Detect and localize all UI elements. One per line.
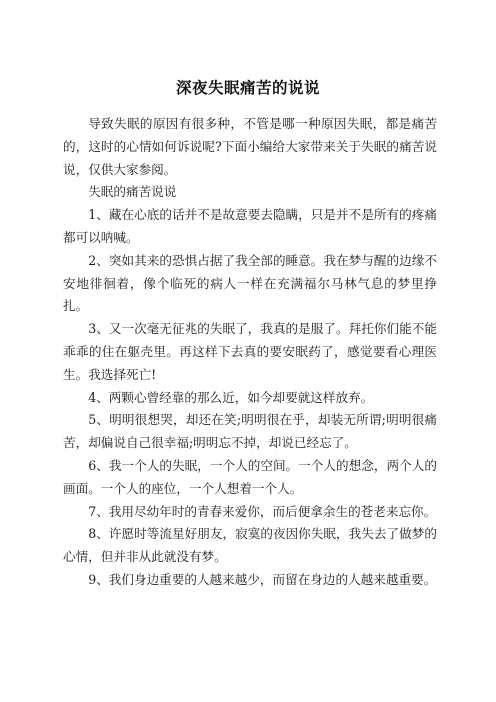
quote-item-5: 5、明明很想哭，却还在笑;明明很在乎，却装无所谓;明明很痛苦，却偏说自己很幸福;明明忘不掉，却说已经忘了。 <box>63 412 437 451</box>
section-heading: 失眠的痛苦说说 <box>88 184 177 200</box>
paragraph-intro: 导致失眠的原因有很多种，不管是哪一种原因失眠，都是痛苦的，这时的心情如何诉说呢?下面小编给大家带来关于失眠的痛苦说说，仅供大家参阅。 <box>63 116 437 177</box>
document-title: 深夜失眠痛苦的说说 <box>175 79 320 97</box>
quote-item-9: 9、我们身边重要的人越来越少，而留在身边的人越来越重要。 <box>88 571 437 587</box>
quote-item-7: 7、我用尽幼年时的青春来爱你，而后便拿余生的苍老来忘你。 <box>88 503 437 519</box>
quote-item-8: 8、许愿时等流星好朋友，寂寞的夜因你失眠，我失去了做梦的心情，但并非从此就没有梦。 <box>63 526 437 565</box>
quote-item-1: 1、藏在心底的话并不是故意要去隐瞒，只是并不是所有的疼痛都可以呐喊。 <box>63 207 437 245</box>
quote-item-2: 2、突如其来的恐惧占据了我全部的睡意。我在梦与醒的边缘不安地徘徊着，像个临死的病人一样在充满福尔马林气息的梦里挣扎。 <box>63 252 437 314</box>
quote-item-4: 4、两颗心曾经靠的那么近，如今却要就这样放弃。 <box>88 389 374 405</box>
quote-item-3: 3、又一次毫无征兆的失眠了，我真的是服了。拜托你们能不能乖乖的住在躯壳里。再这样下去真的要安眠药了，感觉要看心理医生。我选择死亡! <box>63 321 437 382</box>
document-body <box>63 113 437 592</box>
quote-item-6: 6、我一个人的失眠，一个人的空间。一个人的想念，两个人的画面。一个人的座位，一个人想着一个人。 <box>63 457 437 496</box>
